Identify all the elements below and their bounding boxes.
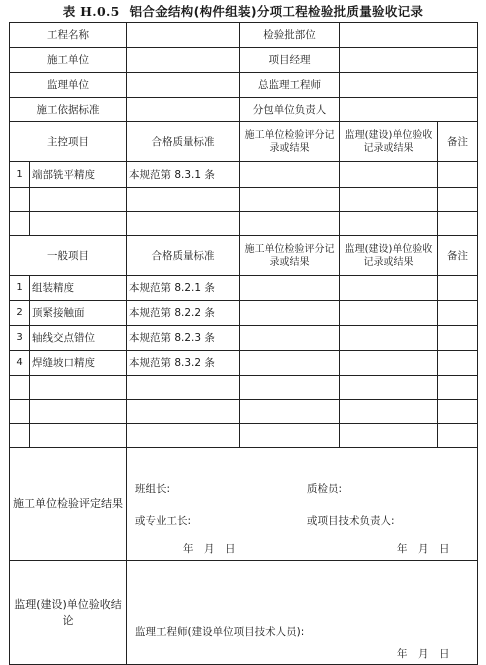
- general-header-row: [10, 236, 478, 276]
- row-standard: 本规范第 8.3.1 条: [127, 162, 240, 188]
- main-control-construction-header: 施工单位检验评分记录或结果: [240, 122, 340, 162]
- table-row: [10, 376, 478, 400]
- construction-result-signature-area[interactable]: [127, 448, 478, 561]
- construction-unit-label: 施工单位: [10, 48, 127, 73]
- supervision-unit-label: 监理单位: [10, 73, 127, 98]
- row-supervision-cell[interactable]: [340, 212, 438, 236]
- or-foreman-label: 或专业工长:: [135, 515, 192, 527]
- row-item: 轴线交点错位: [30, 326, 127, 351]
- row-item: 端部铣平精度: [30, 162, 127, 188]
- row-remark-cell[interactable]: [438, 162, 478, 188]
- row-supervision-cell[interactable]: [340, 276, 438, 301]
- date-left: 年 月 日: [183, 543, 236, 555]
- row-item: 顶紧接触面: [30, 301, 127, 326]
- subcontract-head-label: 分包单位负责人: [240, 98, 340, 122]
- basis-standard-value[interactable]: [127, 98, 240, 122]
- date-right: 年 月 日: [397, 543, 450, 555]
- row-construction-cell[interactable]: [240, 301, 340, 326]
- inspection-lot-value[interactable]: [340, 23, 478, 48]
- row-number: 1: [10, 162, 30, 188]
- row-construction-cell[interactable]: [240, 351, 340, 376]
- general-remark-header: 备注: [438, 236, 478, 276]
- table-row: [10, 301, 478, 326]
- supervision-engineer-label: 监理工程师(建设单位项目技术人员):: [135, 626, 305, 638]
- row-remark-cell[interactable]: [438, 424, 478, 448]
- main-control-header-row: [10, 122, 478, 162]
- row-construction-cell[interactable]: [240, 400, 340, 424]
- supervision-result-label: 监理(建设)单位验收结论: [10, 561, 127, 665]
- inspection-lot-label: 检验批部位: [240, 23, 340, 48]
- row-remark-cell[interactable]: [438, 188, 478, 212]
- table-row: [10, 188, 478, 212]
- row-construction-cell[interactable]: [240, 188, 340, 212]
- row-number: 1: [10, 276, 30, 301]
- info-row: [10, 73, 478, 98]
- row-construction-cell[interactable]: [240, 424, 340, 448]
- row-construction-cell[interactable]: [240, 276, 340, 301]
- team-leader-label: 班组长:: [135, 483, 171, 495]
- row-supervision-cell[interactable]: [340, 351, 438, 376]
- table-row: [10, 400, 478, 424]
- table-row: [10, 424, 478, 448]
- chief-supervisor-label: 总监理工程师: [240, 73, 340, 98]
- main-control-remark-header: 备注: [438, 122, 478, 162]
- general-item-header: 一般项目: [10, 236, 127, 276]
- row-standard: 本规范第 8.2.2 条: [127, 301, 240, 326]
- row-supervision-cell[interactable]: [340, 326, 438, 351]
- row-standard: 本规范第 8.2.3 条: [127, 326, 240, 351]
- info-row: [10, 98, 478, 122]
- or-tech-lead-label: 或项目技术负责人:: [307, 515, 395, 527]
- row-supervision-cell[interactable]: [340, 188, 438, 212]
- info-row: [10, 48, 478, 73]
- supervision-result-row: [10, 561, 478, 665]
- table-row: [10, 276, 478, 301]
- basis-standard-label: 施工依据标准: [10, 98, 127, 122]
- table-row: [10, 326, 478, 351]
- row-supervision-cell[interactable]: [340, 301, 438, 326]
- table-number: 表 H.0.5: [62, 4, 120, 19]
- main-control-item-header: 主控项目: [10, 122, 127, 162]
- row-standard: 本规范第 8.3.2 条: [127, 351, 240, 376]
- general-construction-header: 施工单位检验评分记录或结果: [240, 236, 340, 276]
- subcontract-head-value[interactable]: [340, 98, 478, 122]
- row-remark-cell[interactable]: [438, 400, 478, 424]
- row-construction-cell[interactable]: [240, 326, 340, 351]
- construction-unit-value[interactable]: [127, 48, 240, 73]
- row-remark-cell[interactable]: [438, 301, 478, 326]
- project-manager-label: 项目经理: [240, 48, 340, 73]
- supervision-date: 年 月 日: [397, 648, 450, 660]
- quality-inspector-label: 质检员:: [307, 483, 343, 495]
- row-supervision-cell[interactable]: [340, 400, 438, 424]
- chief-supervisor-value[interactable]: [340, 73, 478, 98]
- record-table: [9, 22, 478, 665]
- row-construction-cell[interactable]: [240, 162, 340, 188]
- table-row: [10, 351, 478, 376]
- table-row: [10, 212, 478, 236]
- row-remark-cell[interactable]: [438, 326, 478, 351]
- row-remark-cell[interactable]: [438, 351, 478, 376]
- row-standard: 本规范第 8.2.1 条: [127, 276, 240, 301]
- general-supervision-header: 监理(建设)单位验收记录或结果: [340, 236, 438, 276]
- main-control-supervision-header: 监理(建设)单位验收记录或结果: [340, 122, 438, 162]
- project-name-label: 工程名称: [10, 23, 127, 48]
- supervision-result-signature-area[interactable]: [127, 561, 478, 665]
- title-text: 铝合金结构(构件组装)分项工程检验批质量验收记录: [129, 4, 424, 19]
- row-item: 焊缝坡口精度: [30, 351, 127, 376]
- table-row: [10, 162, 478, 188]
- row-supervision-cell[interactable]: [340, 376, 438, 400]
- supervision-unit-value[interactable]: [127, 73, 240, 98]
- info-row: [10, 23, 478, 48]
- row-number: 2: [10, 301, 30, 326]
- row-construction-cell[interactable]: [240, 376, 340, 400]
- row-remark-cell[interactable]: [438, 276, 478, 301]
- row-supervision-cell[interactable]: [340, 424, 438, 448]
- row-supervision-cell[interactable]: [340, 162, 438, 188]
- construction-result-label: 施工单位检验评定结果: [10, 448, 127, 561]
- document-title: [0, 2, 486, 20]
- row-remark-cell[interactable]: [438, 376, 478, 400]
- project-name-value[interactable]: [127, 23, 240, 48]
- general-standard-header: 合格质量标准: [127, 236, 240, 276]
- construction-result-row: [10, 448, 478, 561]
- row-number: 3: [10, 326, 30, 351]
- row-remark-cell[interactable]: [438, 212, 478, 236]
- project-manager-value[interactable]: [340, 48, 478, 73]
- row-construction-cell[interactable]: [240, 212, 340, 236]
- row-item: 组装精度: [30, 276, 127, 301]
- main-control-standard-header: 合格质量标准: [127, 122, 240, 162]
- row-number: 4: [10, 351, 30, 376]
